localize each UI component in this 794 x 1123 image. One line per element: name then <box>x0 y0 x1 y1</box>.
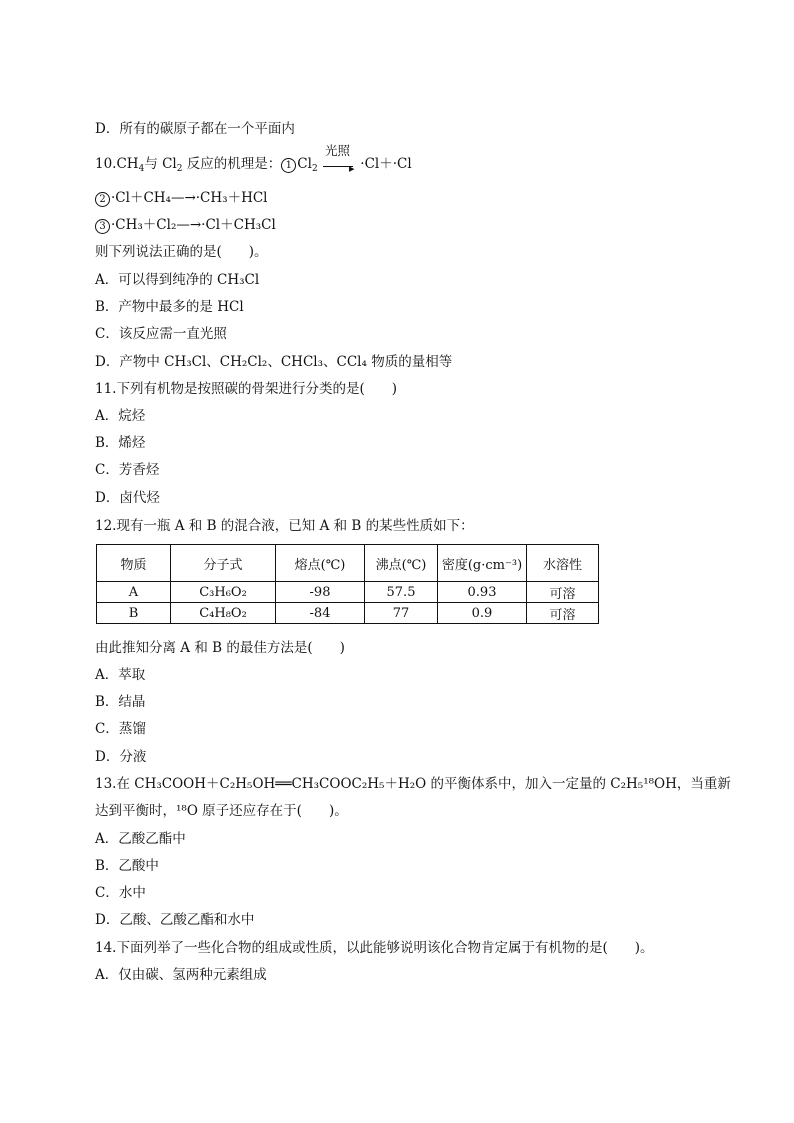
question-13-line-1: 13.在 CH₃COOH＋C₂H₅OH══CH₃COOC₂H₅＋H₂O 的平衡体系中，加入一定量的 C₂H₅¹⁸OH，当重新 <box>95 776 731 792</box>
q10-stem: 则下列说法正确的是( )。 <box>95 244 268 260</box>
q10-sub-4: 4 <box>138 164 145 174</box>
table-header-row <box>97 545 599 582</box>
table-header-cell: 沸点(℃) <box>365 545 438 582</box>
option-10b: B．产物中最多的是 HCl <box>95 299 244 315</box>
option-13d: D．乙酸、乙酸乙酯和水中 <box>95 912 255 928</box>
option-13a: A．乙酸乙酯中 <box>95 831 186 847</box>
table-header-cell: 密度(g·cm⁻³) <box>438 545 527 582</box>
table-header-cell: 熔点(℃) <box>276 545 365 582</box>
question-14: 14.下面列举了一些化合物的组成或性质，以此能够说明该化合物肯定属于有机物的是( )。 <box>95 940 654 956</box>
option-11d: D．卤代烃 <box>95 490 160 506</box>
option-13b: B．乙酸中 <box>95 858 159 874</box>
reaction-arrow <box>322 142 356 175</box>
table-cell: A <box>97 582 171 603</box>
question-13-line-2: 达到平衡时，¹⁸O 原子还应存在于( )。 <box>95 803 348 819</box>
step-3-text: ·CH₃＋Cl₂—→·Cl＋CH₃Cl <box>111 217 276 233</box>
table-cell: 57.5 <box>365 582 438 603</box>
q10-text-a: 10.CH <box>95 156 139 172</box>
table-cell: -98 <box>276 582 365 603</box>
option-13c: C．水中 <box>95 885 146 901</box>
q10-text-c: 反应的机理是： <box>182 156 282 172</box>
table-header-cell: 物质 <box>97 545 171 582</box>
q10-text-b: 与 Cl <box>144 156 177 172</box>
step-3-marker: 3 <box>95 219 110 234</box>
option-14a: A．仅由碳、氢两种元素组成 <box>95 967 267 983</box>
option-11b: B．烯烃 <box>95 435 146 451</box>
reaction-condition: 光照 <box>324 142 350 158</box>
table-cell: C₃H₆O₂ <box>171 582 276 603</box>
option-12d: D．分液 <box>95 749 147 765</box>
step-1-sub: 2 <box>311 164 318 174</box>
option-10a: A．可以得到纯净的 CH₃Cl <box>95 272 260 288</box>
step-3 <box>95 215 276 235</box>
table-row <box>97 603 599 624</box>
option-11c: C．芳香烃 <box>95 462 160 478</box>
step-2-marker: 2 <box>95 192 110 207</box>
properties-table <box>96 544 599 624</box>
table-cell: 0.9 <box>438 603 527 624</box>
step-2-text: ·Cl＋CH₄—→·CH₃＋HCl <box>111 190 268 206</box>
option-10c: C．该反应需一直光照 <box>95 326 227 342</box>
arrow-head-icon: ▸ <box>348 161 355 175</box>
option-12a: A．萃取 <box>95 667 146 683</box>
q10-sub-2: 2 <box>176 164 183 174</box>
table-cell: 0.93 <box>438 582 527 603</box>
table-header-cell: 水溶性 <box>527 545 599 582</box>
step-1-reactant: Cl <box>297 156 312 172</box>
option-12c: C．蒸馏 <box>95 721 146 737</box>
option-11a: A．烷烃 <box>95 408 146 424</box>
table-cell: -84 <box>276 603 365 624</box>
table-cell: B <box>97 603 171 624</box>
question-12: 12.现有一瓶 A 和 B 的混合液，已知 A 和 B 的某些性质如下： <box>95 518 474 534</box>
option-12b: B．结晶 <box>95 694 146 710</box>
option-10d: D．产物中 CH₃Cl、CH₂Cl₂、CHCl₃、CCl₄ 物质的量相等 <box>95 354 453 370</box>
question-10-title <box>95 142 412 175</box>
table-cell: 可溶 <box>527 582 599 603</box>
table-row <box>97 582 599 603</box>
step-1-marker: 1 <box>281 158 296 173</box>
table-header-cell: 分子式 <box>171 545 276 582</box>
q12-stem: 由此推知分离 A 和 B 的最佳方法是( ) <box>95 640 345 656</box>
table-cell: 77 <box>365 603 438 624</box>
step-1-products: ·Cl＋·Cl <box>360 156 412 172</box>
question-11: 11.下列有机物是按照碳的骨架进行分类的是( ) <box>95 381 398 397</box>
step-2 <box>95 188 268 208</box>
table-cell: C₄H₈O₂ <box>171 603 276 624</box>
table-cell: 可溶 <box>527 603 599 624</box>
option-9d: D．所有的碳原子都在一个平面内 <box>95 121 295 137</box>
